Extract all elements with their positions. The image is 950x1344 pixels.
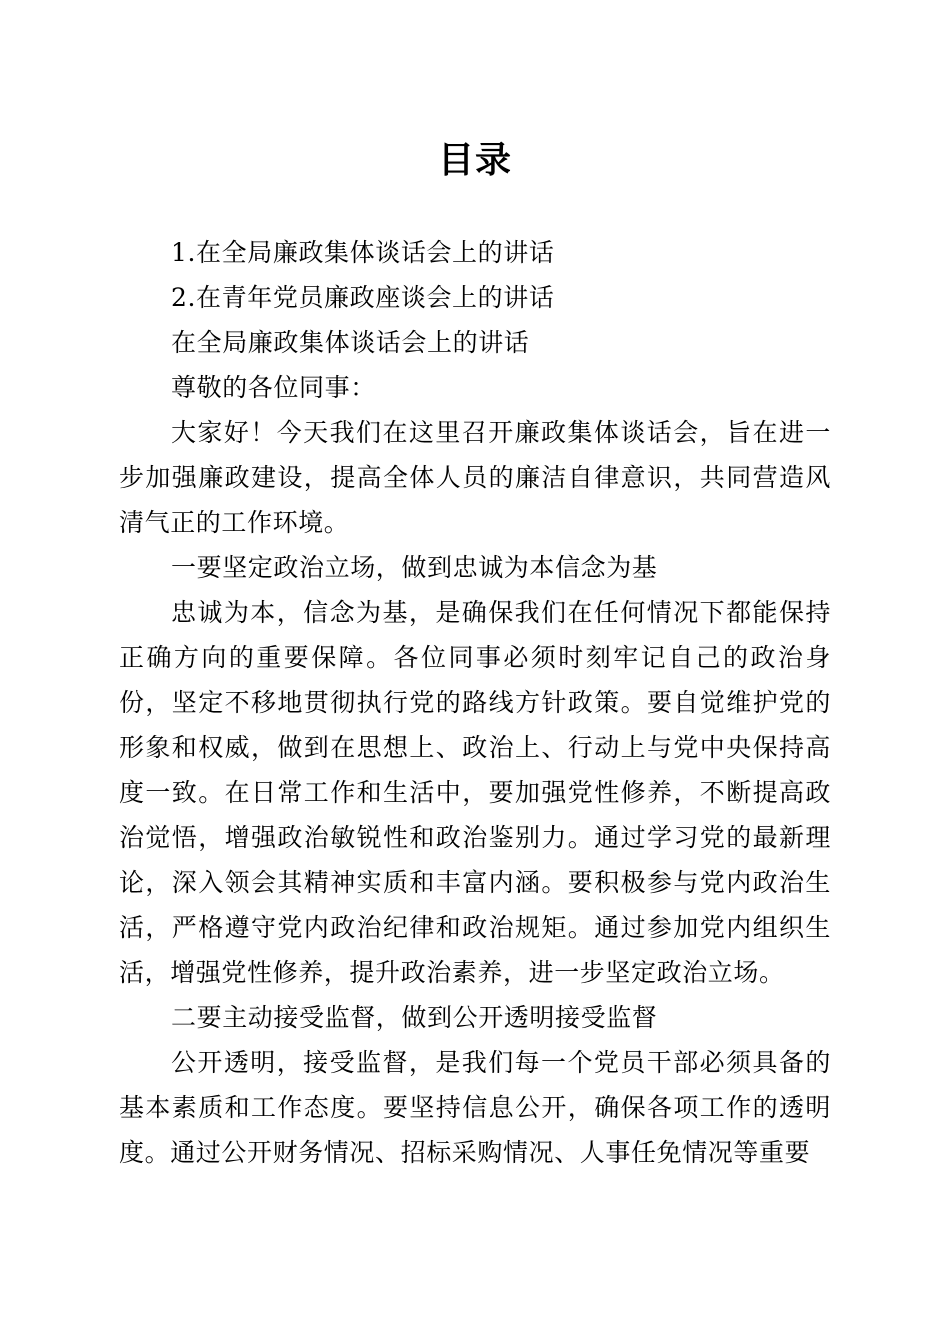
salutation: 尊敬的各位同事：: [171, 373, 376, 402]
document-body: [119, 230, 831, 1175]
section-heading-2: 二要主动接受监督，做到公开透明接受监督: [171, 1003, 658, 1032]
paragraph-section-2: 公开透明，接受监督，是我们每一个党员干部必须具备的基本素质和工作态度。要坚持信息公开，确保各项工作的透明度。通过公开财务情况、招标采购情况、人事任免情况等重要: [119, 1048, 831, 1167]
paragraph-opening: 大家好！今天我们在这里召开廉政集体谈话会，旨在进一步加强廉政建设，提高全体人员的廉洁自律意识，共同营造风清气正的工作环境。: [119, 418, 831, 537]
toc-item-1[interactable]: 1.在全局廉政集体谈话会上的讲话: [171, 238, 555, 267]
section-heading-1: 一要坚定政治立场，做到忠诚为本信念为基: [171, 553, 658, 582]
toc-item-2[interactable]: 2.在青年党员廉政座谈会上的讲话: [171, 283, 555, 312]
paragraph-section-1: 忠诚为本，信念为基，是确保我们在任何情况下都能保持正确方向的重要保障。各位同事必须时刻牢记自己的政治身份，坚定不移地贯彻执行党的路线方针政策。要自觉维护党的形象和权威，做到在思想上、政治上、行动上与党中央保持高度一致。在日常工作和生活中，要加强党性修养，不断提高政治觉悟，增强政治敏锐性和政治鉴别力。通过学习党的最新理论，深入领会其精神实质和丰富内涵。要积极参与党内政治生活，严格遵守党内政治纪律和政治规矩。通过参加党内组织生活，增强党性修养，提升政治素养，进一步坚定政治立场。: [119, 598, 831, 987]
speech-title: 在全局廉政集体谈话会上的讲话: [171, 328, 530, 357]
page-title: 目录: [437, 139, 512, 181]
